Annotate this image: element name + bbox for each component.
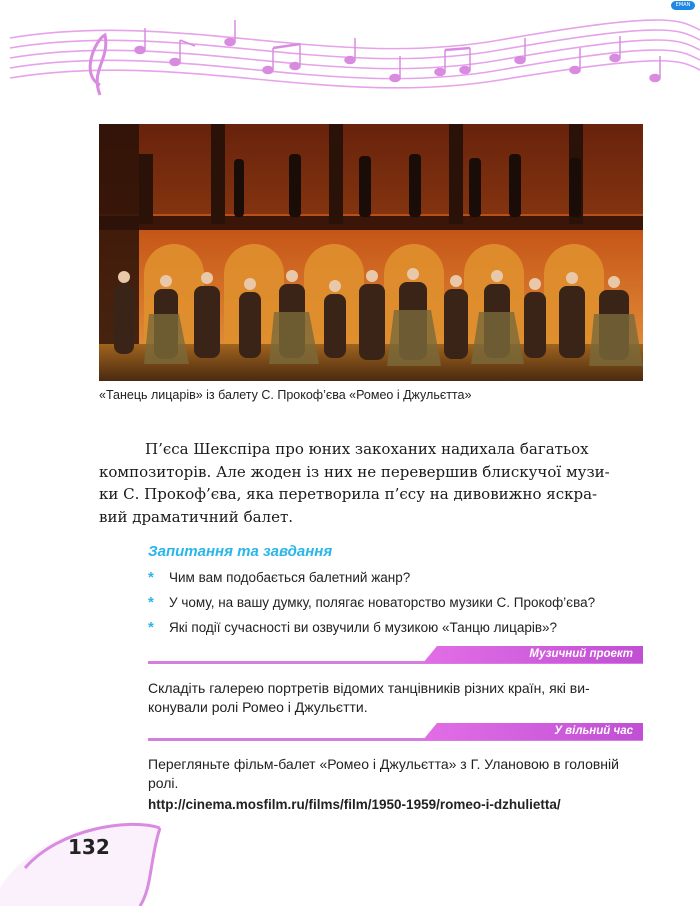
questions-list bbox=[148, 567, 668, 642]
free-time-band bbox=[148, 723, 643, 743]
question-text: У чому, на вашу думку, полягає новаторство музики С. Прокоф’єва? bbox=[169, 595, 596, 610]
question-text: Чим вам подобається балетний жанр? bbox=[169, 570, 411, 585]
project-line: конували ролі Ромео і Джульєтти. bbox=[148, 699, 368, 715]
page-corner-decoration bbox=[0, 818, 170, 906]
film-link[interactable]: http://cinema.mosfilm.ru/films/film/1950-1959/romeo-i-dzhulietta/ bbox=[148, 797, 561, 812]
star-bullet-icon: * bbox=[148, 569, 154, 586]
star-bullet-icon: * bbox=[148, 619, 154, 636]
question-text: Які події сучасності ви озвучили б музикою «Танцю лицарів»? bbox=[169, 620, 558, 635]
paragraph-line: вий драматичний балет. bbox=[99, 507, 294, 526]
questions-heading: Запитання та завдання bbox=[148, 543, 333, 560]
main-paragraph bbox=[99, 438, 643, 528]
music-project-label: Музичний проект bbox=[529, 648, 633, 660]
free-time-label: У вільний час bbox=[554, 725, 633, 737]
star-bullet-icon: * bbox=[148, 594, 154, 611]
paragraph-line: ки С. Прокоф’єва, яка перетворила п’єсу на дивовижно яскра- bbox=[99, 485, 598, 503]
photo-caption: «Танець лицарів» із балету С. Прокоф’єва «Ромео і Джульєтта» bbox=[99, 388, 472, 402]
music-project-band bbox=[148, 646, 643, 666]
question-item bbox=[148, 617, 668, 642]
paragraph-line: П’єса Шекспіра про юних закоханих надихала багатьох bbox=[145, 440, 589, 458]
publisher-badge: EMAN bbox=[671, 1, 695, 10]
paragraph-line: композиторів. Але жоден із них не перевершив блискучої музи- bbox=[99, 462, 610, 481]
free-time-line: ролі. bbox=[148, 775, 179, 791]
music-staff-decoration bbox=[0, 0, 700, 110]
question-item bbox=[148, 567, 668, 592]
free-time-line: Перегляньте фільм-балет «Ромео і Джульєтта» з Г. Улановою в головній bbox=[148, 756, 619, 772]
free-time-text bbox=[148, 755, 638, 793]
question-item bbox=[148, 592, 668, 617]
project-text bbox=[148, 679, 638, 717]
project-line: Складіть галерею портретів відомих танцівників різних країн, які ви- bbox=[148, 680, 590, 696]
ballet-photo bbox=[99, 124, 643, 381]
page-number: 132 bbox=[68, 835, 110, 859]
